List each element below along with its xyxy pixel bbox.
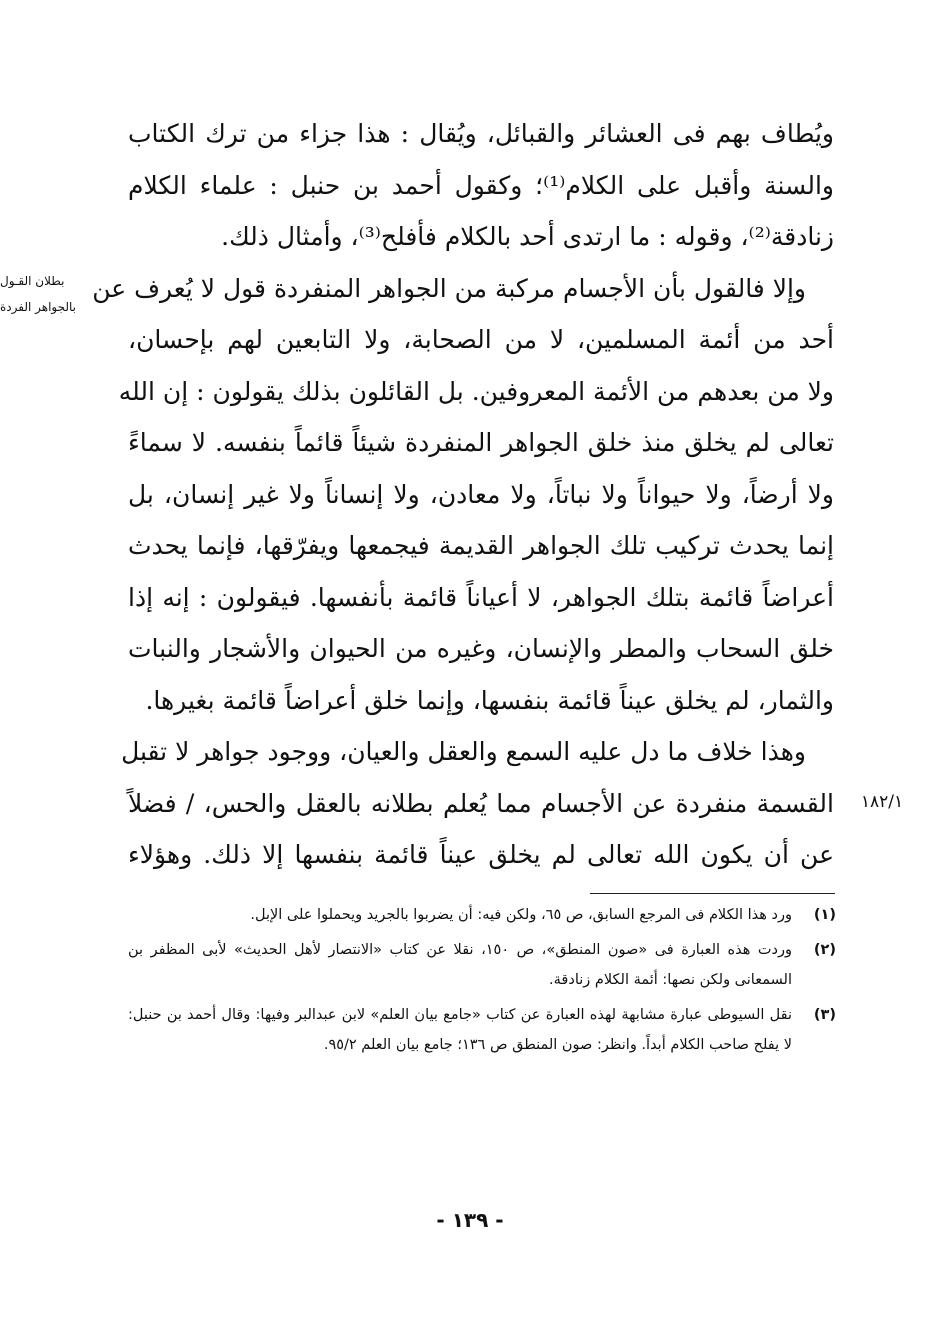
margin-note-line: بطلان القـول <box>0 274 65 288</box>
footnote-number: (٢) <box>813 941 836 958</box>
footnote-text: وردت هذه العبارة فى «صون المنطق»، ص ١٥٠، نقلا عن كتاب «الانتصار لأهل الحديث» لأبى المظفر بن السمعانى ولكن نصها: أئمة الكلام زنادقة. <box>128 941 792 988</box>
body-line: وإلا فالقول بأن الأجسام مركبة من الجواهر المنفردة قول لا يُعرف عن <box>92 273 806 303</box>
body-line: إنما يحدث تركيب تلك الجواهر القديمة فيجمعها ويفرّقها، فإنما يحدث <box>128 531 834 560</box>
body-line: ولا أرضاً، ولا حيواناً ولا نباتاً، ولا معادن، ولا إنساناً ولا غير إنسان، بل <box>128 479 834 509</box>
body-line: أعراضاً قائمة بتلك الجواهر، لا أعياناً قائمة بأنفسها. فيقولون : إنه إذا <box>128 582 834 612</box>
margin-note <box>0 268 120 320</box>
footnotes <box>128 900 836 1065</box>
body-line: القسمة منفردة عن الأجسام مما يُعلم بطلانه بالعقل والحس، / فضلاً <box>128 788 834 818</box>
footnote <box>128 935 836 996</box>
body-line: والثمار، لم يخلق عيناً قائمة بنفسها، وإنما خلق أعراضاً قائمة بغيرها. <box>145 685 834 715</box>
original-page-reference: ١٨٢/١ <box>860 792 904 812</box>
footnote <box>128 900 836 931</box>
footnote-text: ورد هذا الكلام فى المرجع السابق، ص ٦٥، ولكن فيه: أن يضربوا بالجريد ويحملوا على الإبل. <box>250 907 792 923</box>
body-line: عن أن يكون الله تعالى لم يخلق عيناً قائمة بنفسها إلا ذلك. وهؤلاء <box>128 840 834 869</box>
body-line: خلق السحاب والمطر والإنسان، وغيره من الحيوان والأشجار والنبات <box>128 634 834 663</box>
page-number: - ١٣٩ - <box>436 1208 504 1232</box>
footnote <box>128 1000 836 1061</box>
body-line: ولا من بعدهم من الأئمة المعروفين. بل القائلون بذلك يقولون : إن الله <box>118 376 834 406</box>
body-line: زنادقة⁽²⁾، وقوله : ما ارتدى أحد بالكلام فأفلح⁽³⁾، وأمثال ذلك. <box>221 222 834 251</box>
body-line: تعالى لم يخلق منذ خلق الجواهر المنفردة شيئاً قائماً بنفسه. لا سماءً <box>128 428 834 457</box>
main-body-text <box>92 108 834 881</box>
footnote-divider <box>590 893 835 894</box>
body-line: أحد من أئمة المسلمين، لا من الصحابة، ولا التابعين لهم بإحسان، <box>128 325 834 354</box>
body-line: وهذا خلاف ما دل عليه السمع والعقل والعيان، ووجود جواهر لا تقبل <box>121 737 806 766</box>
footnote-number: (١) <box>813 907 836 923</box>
body-line: ويُطاف بهم فى العشائر والقبائل، ويُقال : هذا جزاء من ترك الكتاب <box>128 119 834 148</box>
margin-note-line: بالجواهر الفردة <box>0 300 77 314</box>
footnote-number: (٣) <box>813 1006 836 1023</box>
footnote-text: نقل السيوطى عبارة مشابهة لهذه العبارة عن كتاب «جامع بيان العلم» لابن عبدالبر وفيها: وقال أحمد بن حنبل: لا يفلح صاحب الكلام أبداً. وانظر: صون المنطق ص ١٣٦؛ جامع بيان العلم ٩٥/٢. <box>128 1006 792 1053</box>
body-line: والسنة وأقبل على الكلام⁽¹⁾؛ وكقول أحمد بن حنبل : علماء الكلام <box>128 170 834 200</box>
